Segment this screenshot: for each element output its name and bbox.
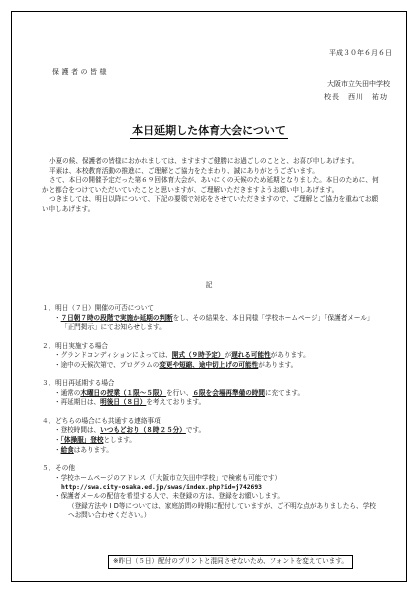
bullet-item: ・再延期日は、明後日（８日）を考えております。 — [54, 398, 206, 407]
body-paragraph: つきましては、明日以降について、下記の要領で対応をさせていただきますので、ご理解とご協力を重ねてお願い申しあげます。 — [42, 195, 379, 213]
section-3 — [42, 379, 382, 408]
text: です。 — [185, 426, 206, 435]
school-name: 大阪市立矢田中学校 — [327, 80, 390, 88]
section-heading: ４．どちらの場合にも共通する連絡事項 — [42, 416, 161, 425]
text: に充てます。 — [265, 388, 305, 397]
section-heading: １．明日（７日）開催の可否について — [42, 304, 154, 312]
bold-text: 木曜日の授業（１限～５限） — [80, 388, 167, 397]
text: をし、その結果を、本日同様「学校ホームページ」「保護者メール」「正門掲示」にてお知らせします。 — [61, 313, 374, 332]
bullet-item: ・通常の木曜日の授業（１限～５限）を行い、６限を会場再準備の時間に充てます。 — [54, 388, 305, 397]
bullet-item: ・グランドコンディションによっては、開式（９時予定）が遅れる可能性があります。 — [54, 351, 310, 360]
section-heading: ５．その他 — [42, 464, 75, 473]
bold-text: ６限を会場再準備の時間 — [192, 388, 265, 397]
text: があります。 — [270, 351, 310, 360]
body-paragraph: さて、本日の開催予定だった第６９回体育大会が、あいにくの天候のため延期となりました。本日のために、何かと都合をつけていただいていたことと思いますが、ご理解いただきますようお願い申しあげます。 — [42, 176, 379, 194]
bullet-item: ・「体操服」登校とします。 — [54, 436, 136, 445]
section-heading: ２．明日実施する場合 — [42, 341, 108, 350]
text: を行い、 — [166, 388, 193, 397]
section-1 — [42, 304, 382, 333]
text: 登校時間は、 — [60, 426, 101, 435]
section-heading: ３．明日再延期する場合 — [42, 379, 115, 388]
bold-text: ７日朝７時の段階で実施か延期の判断 — [60, 313, 173, 322]
registration-note: （登録方法や I D等については、家庭訪問の時期に配付していますが、ご不明な点がありましたら、学校へお問い合わせください。） — [68, 501, 376, 520]
text: 通常の — [60, 388, 81, 397]
body-text — [42, 157, 380, 214]
bullet-item: ・７日朝７時の段階で実施か延期の判断をし、その結果を、本日同様「学校ホームページ」「保護者メール」「正門掲示」にてお知らせします。 — [54, 313, 374, 332]
addressee: 保護者の皆様 — [52, 68, 109, 76]
text: 途中の天候次第で、プログラムの — [60, 360, 160, 369]
document-title — [12, 123, 406, 139]
text: 学校ホームページのアドレス（「大阪市立矢田中学校」で検索も可能です） — [60, 473, 282, 482]
bullet-item: ・途中の天候次第で、プログラムの変更や短縮、途中切上げの可能性があります。 — [54, 360, 298, 369]
bold-text: 明後日（８日） — [100, 398, 147, 407]
text: を考えております。 — [146, 398, 206, 407]
text: 保護者メールの配信を希望する人で、未登録の方は、登録をお願いします。 — [60, 492, 284, 501]
section-4 — [42, 417, 382, 455]
bold-text: 遅れる可能性 — [231, 351, 271, 360]
title-text: 本日延期した体育大会について — [132, 124, 286, 137]
bold-text: 給食 — [60, 445, 74, 454]
bullet-item: ・給食はあります。 — [54, 445, 113, 454]
bold-text: いつもどおり（８時２５分） — [100, 426, 186, 435]
bold-text: 変更や短縮、途中切上げの可能性 — [159, 360, 259, 369]
issue-date: 平成３０年６月６日 — [329, 49, 392, 57]
text: グランドコンディションによっては、 — [60, 351, 172, 360]
bullet-item: ・保護者メールの配信を希望する人で、未登録の方は、登録をお願いします。 — [54, 492, 284, 501]
details-sections — [42, 304, 382, 530]
document-page — [11, 11, 407, 582]
principal-name: 校長 西川 祐功 — [324, 93, 388, 101]
body-paragraph: 平素は、本校教育活動の推進に、ご理解とご協力をたまわり、誠にありがとうございます。 — [49, 166, 319, 175]
text: があります。 — [258, 360, 298, 369]
section-5 — [42, 464, 382, 521]
bullet-item: ・学校ホームページのアドレス（「大阪市立矢田中学校」で検索も可能です） — [54, 473, 282, 482]
bold-text: 開式（９時予定） — [171, 351, 225, 360]
text: はあります。 — [73, 445, 113, 454]
body-paragraph: 小夏の候、保護者の皆様におかれましては、ますますご健勝にお過ごしのことと、お喜び申しあげます。 — [49, 157, 359, 165]
bold-text: 「体操服」登校 — [60, 436, 104, 445]
section-2 — [42, 342, 382, 371]
school-url[interactable]: http://swa.city-osaka.ed.jp/swas/index.php?id=j742693 — [61, 484, 262, 492]
font-notice-box: ※昨日（５日）配付のプリントと混同させないため、フォントを変えています。 — [108, 555, 353, 569]
text: が — [224, 351, 232, 360]
text: 再延期日は、 — [60, 398, 101, 407]
bullet-item: ・登校時間は、いつもどおり（８時２５分）です。 — [54, 426, 206, 435]
text: とします。 — [103, 436, 136, 445]
ki-heading: 記 — [205, 281, 213, 289]
